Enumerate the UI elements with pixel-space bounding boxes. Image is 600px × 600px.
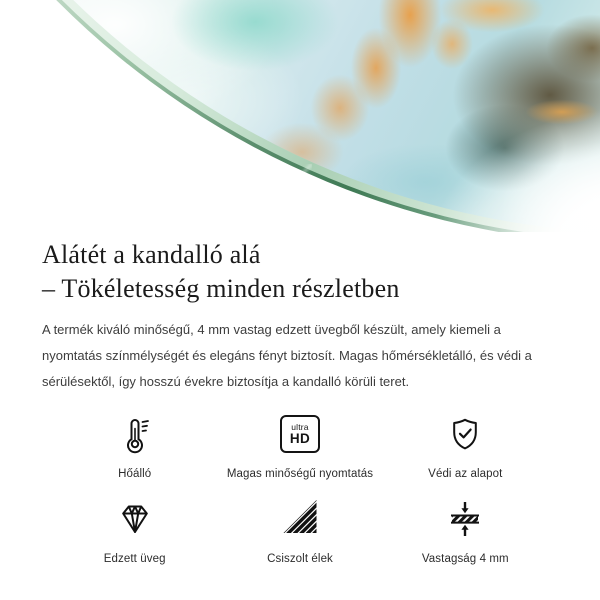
feature-label: Hőálló <box>118 468 152 480</box>
feature-tempered-glass <box>52 496 217 565</box>
feature-grid <box>42 411 558 565</box>
feature-polished-edges <box>217 496 382 565</box>
diamond-icon <box>115 499 155 539</box>
feature-protects-base <box>383 411 548 480</box>
ultra-hd-badge-icon <box>280 415 320 453</box>
feature-label: Vastagság 4 mm <box>421 553 509 565</box>
product-description: A termék kiváló minőségű, 4 mm vastag edzett üvegből készült, amely kiemeli a nyomtatás színmélységét és elegáns fényt biztosít. Magas hőmérsékletálló, és védi a sérülésektől, így hosszú évekre biztosítja a kandalló körüli teret. <box>42 322 532 389</box>
page-title-line2: – Tökéletesség minden részletben <box>42 274 400 303</box>
thermometer-icon <box>115 414 155 454</box>
feature-label: Magas minőségű nyomtatás <box>226 468 374 480</box>
ultra-hd-badge-text-top: ultra <box>291 421 309 432</box>
feature-thickness-4mm <box>383 496 548 565</box>
feature-label: Csiszolt élek <box>267 553 333 565</box>
feature-high-quality-print <box>217 411 382 480</box>
feature-label: Edzett üveg <box>103 553 166 565</box>
page-title-line1: Alátét a kandalló alá <box>42 240 261 269</box>
product-text-section <box>0 238 600 565</box>
ultra-hd-badge-text-bottom: HD <box>289 431 311 446</box>
page-title <box>42 238 558 306</box>
feature-label: Védi az alapot <box>428 468 503 480</box>
shield-check-icon <box>445 414 485 454</box>
feature-heat-resistant <box>52 411 217 480</box>
polished-edge-stripes-icon <box>280 499 320 539</box>
sparkle-glint-icon <box>268 164 312 208</box>
product-hero-image <box>0 0 600 232</box>
thickness-press-icon <box>445 499 485 539</box>
